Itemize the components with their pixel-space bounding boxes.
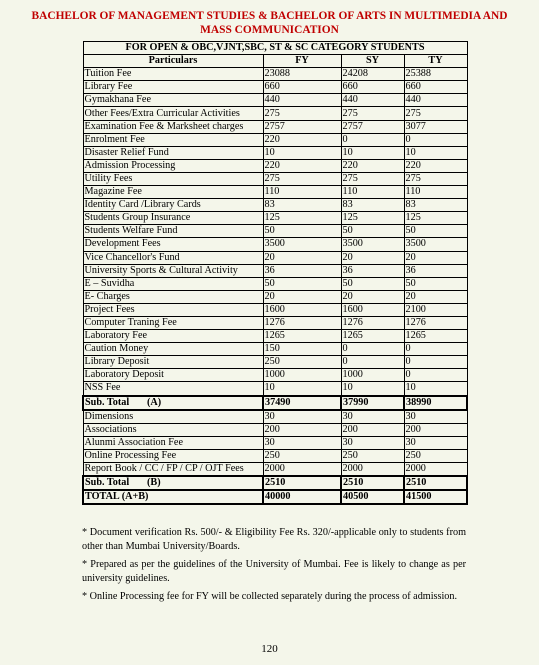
fee-value-fy: 125 — [263, 212, 341, 225]
fee-value-fy: 50 — [263, 225, 341, 238]
fee-value-sy: 30 — [341, 436, 404, 449]
fee-particular: Laboratory Fee — [83, 330, 263, 343]
grand-total-label: TOTAL (A+B) — [83, 490, 263, 504]
fee-value-ty: 1265 — [404, 330, 467, 343]
fee-value-ty: 0 — [404, 343, 467, 356]
fee-value-fy: 110 — [263, 186, 341, 199]
fee-value-sy: 1265 — [341, 330, 404, 343]
fee-value-fy: 83 — [263, 199, 341, 212]
fee-particular: Project Fees — [83, 303, 263, 316]
table-row — [83, 343, 467, 356]
fee-value-sy: 125 — [341, 212, 404, 225]
fee-value-ty: 1276 — [404, 316, 467, 329]
subtotal-a-label: Sub. Total (A) — [83, 396, 263, 410]
fee-value-fy: 220 — [263, 159, 341, 172]
table-row — [83, 436, 467, 449]
fee-value-ty: 10 — [404, 382, 467, 396]
fee-rows-b — [83, 410, 467, 476]
fee-value-sy: 1000 — [341, 369, 404, 382]
subtotal-b-ty: 2510 — [404, 476, 467, 490]
table-row — [83, 251, 467, 264]
fee-particular: E- Charges — [83, 290, 263, 303]
column-header-fy: FY — [263, 55, 341, 68]
table-row — [83, 423, 467, 436]
fee-value-ty: 2100 — [404, 303, 467, 316]
table-row — [83, 330, 467, 343]
fee-value-ty: 50 — [404, 225, 467, 238]
table-row — [83, 290, 467, 303]
fee-value-ty: 220 — [404, 159, 467, 172]
subtotal-a-row — [83, 396, 467, 410]
fee-value-sy: 83 — [341, 199, 404, 212]
fee-particular: NSS Fee — [83, 382, 263, 396]
fee-table — [82, 41, 468, 505]
fee-value-sy: 0 — [341, 343, 404, 356]
fee-value-fy: 1265 — [263, 330, 341, 343]
table-row — [83, 225, 467, 238]
table-row — [83, 356, 467, 369]
table-row — [83, 146, 467, 159]
fee-value-fy: 2000 — [263, 463, 341, 477]
fee-value-fy: 1600 — [263, 303, 341, 316]
table-row — [83, 81, 467, 94]
fee-particular: Alunmi Association Fee — [83, 436, 263, 449]
fee-value-sy: 50 — [341, 225, 404, 238]
fee-particular: Computer Traning Fee — [83, 316, 263, 329]
table-row — [83, 120, 467, 133]
fee-particular: Gymakhana Fee — [83, 94, 263, 107]
fee-value-sy: 36 — [341, 264, 404, 277]
fee-value-fy: 20 — [263, 290, 341, 303]
fee-value-fy: 30 — [263, 410, 341, 424]
fee-value-sy: 3500 — [341, 238, 404, 251]
fee-particular: Magazine Fee — [83, 186, 263, 199]
subtotal-b-label: Sub. Total (B) — [83, 476, 263, 490]
fee-particular: University Sports & Cultural Activity — [83, 264, 263, 277]
fee-particular: Other Fees/Extra Curricular Activities — [83, 107, 263, 120]
table-row — [83, 382, 467, 396]
fee-value-sy: 440 — [341, 94, 404, 107]
fee-value-ty: 3077 — [404, 120, 467, 133]
fee-value-ty: 50 — [404, 277, 467, 290]
fee-value-fy: 250 — [263, 356, 341, 369]
subtotal-a-ty: 38990 — [404, 396, 467, 410]
fee-value-fy: 23088 — [263, 68, 341, 81]
page-title — [0, 9, 539, 37]
table-row — [83, 68, 467, 81]
title-line-2: MASS COMMUNICATION — [200, 24, 339, 36]
fee-value-ty: 30 — [404, 410, 467, 424]
fee-value-ty: 25388 — [404, 68, 467, 81]
fee-value-fy: 200 — [263, 423, 341, 436]
table-row — [83, 172, 467, 185]
fee-particular: Disaster Relief Fund — [83, 146, 263, 159]
fee-value-ty: 3500 — [404, 238, 467, 251]
fee-value-ty: 20 — [404, 251, 467, 264]
fee-particular: Online Processing Fee — [83, 449, 263, 462]
fee-value-fy: 36 — [263, 264, 341, 277]
column-header-ty: TY — [404, 55, 467, 68]
table-row — [83, 316, 467, 329]
fee-particular: Caution Money — [83, 343, 263, 356]
fee-value-sy: 275 — [341, 172, 404, 185]
fee-value-sy: 110 — [341, 186, 404, 199]
table-row — [83, 303, 467, 316]
fee-value-sy: 2000 — [341, 463, 404, 477]
grand-total-ty: 41500 — [404, 490, 467, 504]
table-row — [83, 133, 467, 146]
fee-value-sy: 0 — [341, 133, 404, 146]
grand-total-row — [83, 490, 467, 504]
fee-value-ty: 110 — [404, 186, 467, 199]
fee-value-fy: 50 — [263, 277, 341, 290]
fee-value-sy: 24208 — [341, 68, 404, 81]
fee-value-ty: 125 — [404, 212, 467, 225]
subtotal-a-sy: 37990 — [341, 396, 404, 410]
column-header-particulars: Particulars — [83, 55, 263, 68]
fee-value-fy: 275 — [263, 172, 341, 185]
fee-particular: Report Book / CC / FP / CP / OJT Fees — [83, 463, 263, 477]
fee-value-fy: 660 — [263, 81, 341, 94]
table-row — [83, 107, 467, 120]
fee-particular: Enrolment Fee — [83, 133, 263, 146]
fee-value-ty: 660 — [404, 81, 467, 94]
fee-value-ty: 250 — [404, 449, 467, 462]
fee-particular: Identity Card /Library Cards — [83, 199, 263, 212]
fee-value-fy: 275 — [263, 107, 341, 120]
footnote: * Document verification Rs. 500/- & Eligibility Fee Rs. 320/-applicable only to students from other than Mumbai University/Boards. — [82, 527, 466, 552]
table-row — [83, 159, 467, 172]
subtotal-b-fy: 2510 — [263, 476, 341, 490]
fee-value-ty: 83 — [404, 199, 467, 212]
fee-particular: Students Group Insurance — [83, 212, 263, 225]
fee-value-ty: 0 — [404, 356, 467, 369]
fee-value-sy: 275 — [341, 107, 404, 120]
fee-value-fy: 20 — [263, 251, 341, 264]
fee-value-fy: 10 — [263, 146, 341, 159]
fee-value-fy: 2757 — [263, 120, 341, 133]
fee-value-fy: 10 — [263, 382, 341, 396]
fee-value-fy: 1000 — [263, 369, 341, 382]
column-header-sy: SY — [341, 55, 404, 68]
fee-value-fy: 3500 — [263, 238, 341, 251]
fee-particular: Tuition Fee — [83, 68, 263, 81]
table-row — [83, 449, 467, 462]
fee-value-sy: 2757 — [341, 120, 404, 133]
fee-value-sy: 30 — [341, 410, 404, 424]
grand-total-sy: 40500 — [341, 490, 404, 504]
fee-particular: Students Welfare Fund — [83, 225, 263, 238]
fee-value-sy: 1600 — [341, 303, 404, 316]
fee-particular: Dimensions — [83, 410, 263, 424]
fee-particular: Admission Processing — [83, 159, 263, 172]
fee-value-ty: 0 — [404, 133, 467, 146]
fee-particular: Library Deposit — [83, 356, 263, 369]
fee-value-sy: 220 — [341, 159, 404, 172]
fee-value-sy: 660 — [341, 81, 404, 94]
table-row — [83, 94, 467, 107]
footnote: * Prepared as per the guidelines of the University of Mumbai. Fee is likely to change as per university guidelines. — [82, 559, 466, 584]
fee-value-sy: 10 — [341, 382, 404, 396]
table-row — [83, 238, 467, 251]
fee-rows-a — [83, 68, 467, 396]
fee-value-ty: 2000 — [404, 463, 467, 477]
subtotal-b-sy: 2510 — [341, 476, 404, 490]
fee-value-ty: 20 — [404, 290, 467, 303]
subtotal-a-fy: 37490 — [263, 396, 341, 410]
table-row — [83, 186, 467, 199]
title-line-1: BACHELOR OF MANAGEMENT STUDIES & BACHELOR OF ARTS IN MULTIMEDIA AND — [31, 10, 508, 22]
subtotal-b-row — [83, 476, 467, 490]
table-row — [83, 277, 467, 290]
table-row — [83, 410, 467, 424]
grand-total-fy: 40000 — [263, 490, 341, 504]
table-row — [83, 463, 467, 477]
fee-value-sy: 0 — [341, 356, 404, 369]
fee-particular: Associations — [83, 423, 263, 436]
fee-particular: Vice Chancellor's Fund — [83, 251, 263, 264]
table-row — [83, 264, 467, 277]
fee-particular: Library Fee — [83, 81, 263, 94]
fee-value-fy: 220 — [263, 133, 341, 146]
fee-value-ty: 440 — [404, 94, 467, 107]
fee-particular: Development Fees — [83, 238, 263, 251]
fee-value-ty: 0 — [404, 369, 467, 382]
fee-particular: Utility Fees — [83, 172, 263, 185]
footnote: * Online Processing fee for FY will be collected separately during the process of admission. — [82, 591, 458, 602]
fee-value-fy: 150 — [263, 343, 341, 356]
page-number: 120 — [261, 643, 278, 655]
fee-value-fy: 250 — [263, 449, 341, 462]
fee-value-sy: 50 — [341, 277, 404, 290]
table-row — [83, 199, 467, 212]
fee-particular: Laboratory Deposit — [83, 369, 263, 382]
fee-value-ty: 275 — [404, 172, 467, 185]
fee-value-fy: 30 — [263, 436, 341, 449]
table-row — [83, 212, 467, 225]
category-header: FOR OPEN & OBC,VJNT,SBC, ST & SC CATEGORY STUDENTS — [83, 42, 467, 55]
fee-value-ty: 200 — [404, 423, 467, 436]
fee-value-ty: 10 — [404, 146, 467, 159]
table-row — [83, 369, 467, 382]
fee-particular: E – Suvidha — [83, 277, 263, 290]
fee-value-sy: 20 — [341, 251, 404, 264]
fee-value-ty: 36 — [404, 264, 467, 277]
fee-value-sy: 200 — [341, 423, 404, 436]
footnotes — [82, 526, 466, 608]
fee-value-fy: 1276 — [263, 316, 341, 329]
fee-value-sy: 20 — [341, 290, 404, 303]
fee-value-sy: 10 — [341, 146, 404, 159]
fee-value-fy: 440 — [263, 94, 341, 107]
fee-value-sy: 1276 — [341, 316, 404, 329]
fee-particular: Examination Fee & Marksheet charges — [83, 120, 263, 133]
fee-value-ty: 30 — [404, 436, 467, 449]
fee-value-ty: 275 — [404, 107, 467, 120]
fee-value-sy: 250 — [341, 449, 404, 462]
